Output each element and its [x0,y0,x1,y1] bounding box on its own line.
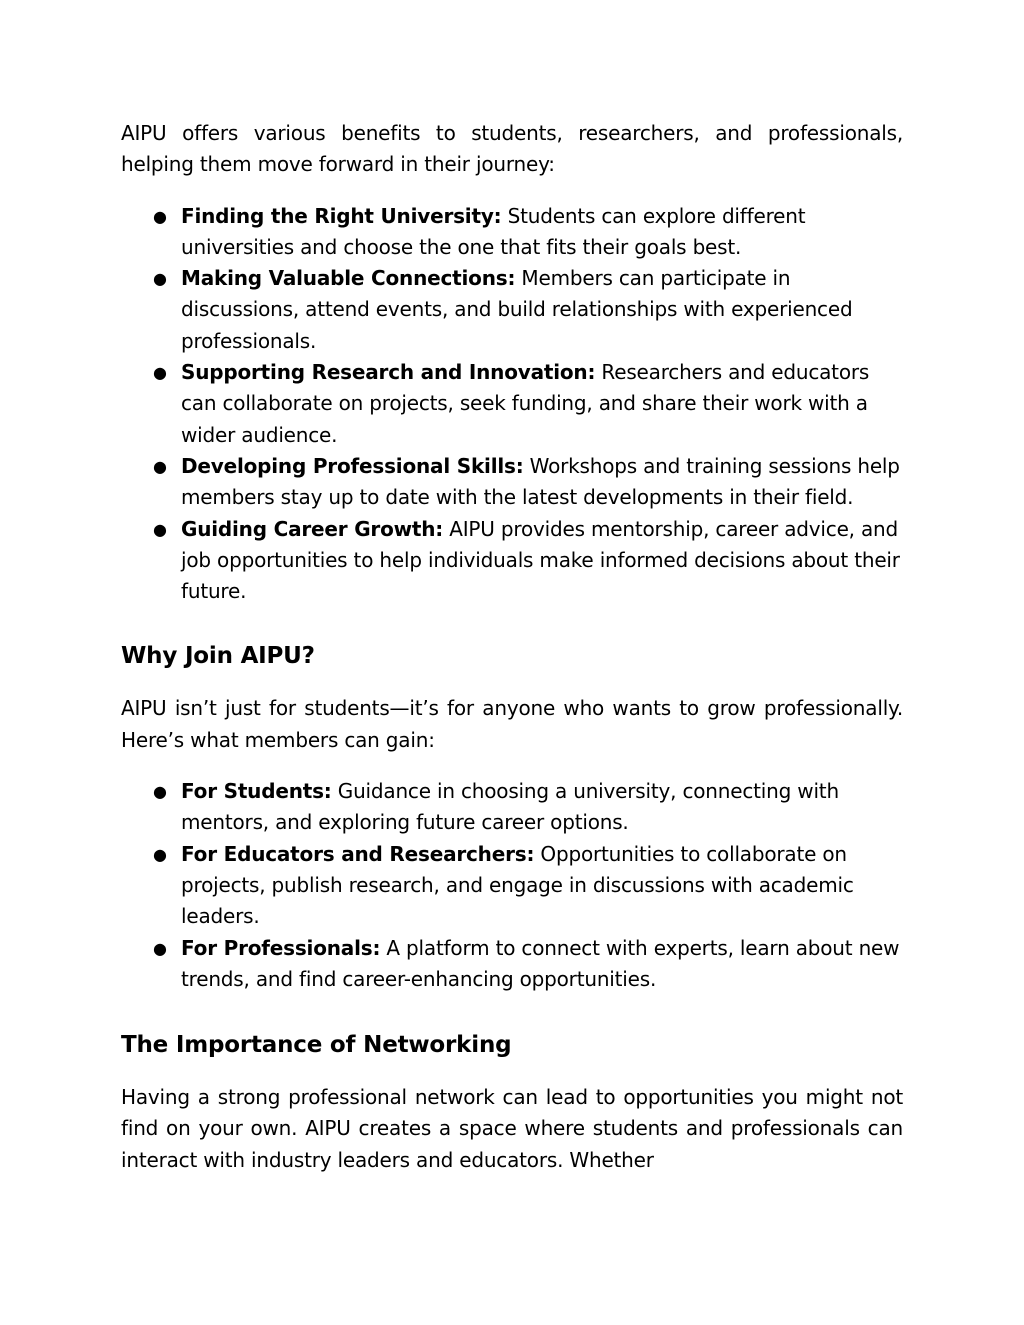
bullet-icon: ● [153,519,167,539]
list-item-title: Supporting Research and Innovation: [181,360,596,385]
list-item-text: Guidance in choosing a university, connecting with mentors, and exploring future career options. [181,779,839,835]
bullet-icon: ● [153,844,167,864]
list-item-title: For Professionals: [181,935,381,960]
networking-heading: The Importance of Networking [121,1032,512,1059]
list-item [153,263,903,357]
list-item-title: Making Valuable Connections: [181,266,516,291]
list-item-title: Finding the Right University: [181,203,502,228]
list-item [153,357,903,451]
bullet-icon: ● [153,938,167,958]
list-item-title: Guiding Career Growth: [181,516,444,541]
list-item [153,514,903,608]
bullet-icon: ● [153,782,167,802]
members-list [121,776,903,995]
list-item-text: Workshops and training sessions help members stay up to date with the latest developments in their field. [181,453,900,510]
why-join-paragraph: AIPU isn’t just for students—it’s for anyone who wants to grow professionally. Here’s what members can gain: [121,696,903,752]
document-page [121,118,903,1176]
list-item-text: Researchers and educators can collaborate on projects, seek funding, and share their work with a wider audience. [181,360,870,447]
bullet-icon: ● [153,206,167,226]
networking-paragraph: Having a strong professional network can lead to opportunities you might not find on your own. AIPU creates a space where students and professionals can interact with industry leaders and educators. Whether [121,1085,903,1172]
benefits-list [121,201,903,608]
bullet-icon: ● [153,363,167,383]
list-item-text: A platform to connect with experts, learn about new trends, and find career-enhancing opportunities. [181,935,900,991]
list-item-title: For Educators and Researchers: [181,841,535,866]
bullet-icon: ● [153,269,167,289]
list-item-title: Developing Professional Skills: [181,453,524,478]
list-item-title: For Students: [181,779,332,804]
list-item-text: AIPU provides mentorship, career advice, and job opportunities to help individuals make informed decisions about their future. [181,516,900,604]
list-item [153,933,903,996]
why-join-heading: Why Join AIPU? [121,643,315,670]
list-item-text: Students can explore different universities and choose the one that fits their goals best. [181,203,806,259]
list-item-text: Opportunities to collaborate on projects, publish research, and engage in discussions with academic leaders. [181,841,854,929]
intro-paragraph: AIPU offers various benefits to students, researchers, and professionals, helping them move forward in their journey: [121,121,903,177]
list-item [153,839,903,933]
list-item [153,776,903,839]
list-item-text: Members can participate in discussions, attend events, and build relationships with experienced professionals. [181,266,853,353]
bullet-icon: ● [153,456,167,476]
list-item [153,451,903,514]
list-item [153,201,903,264]
